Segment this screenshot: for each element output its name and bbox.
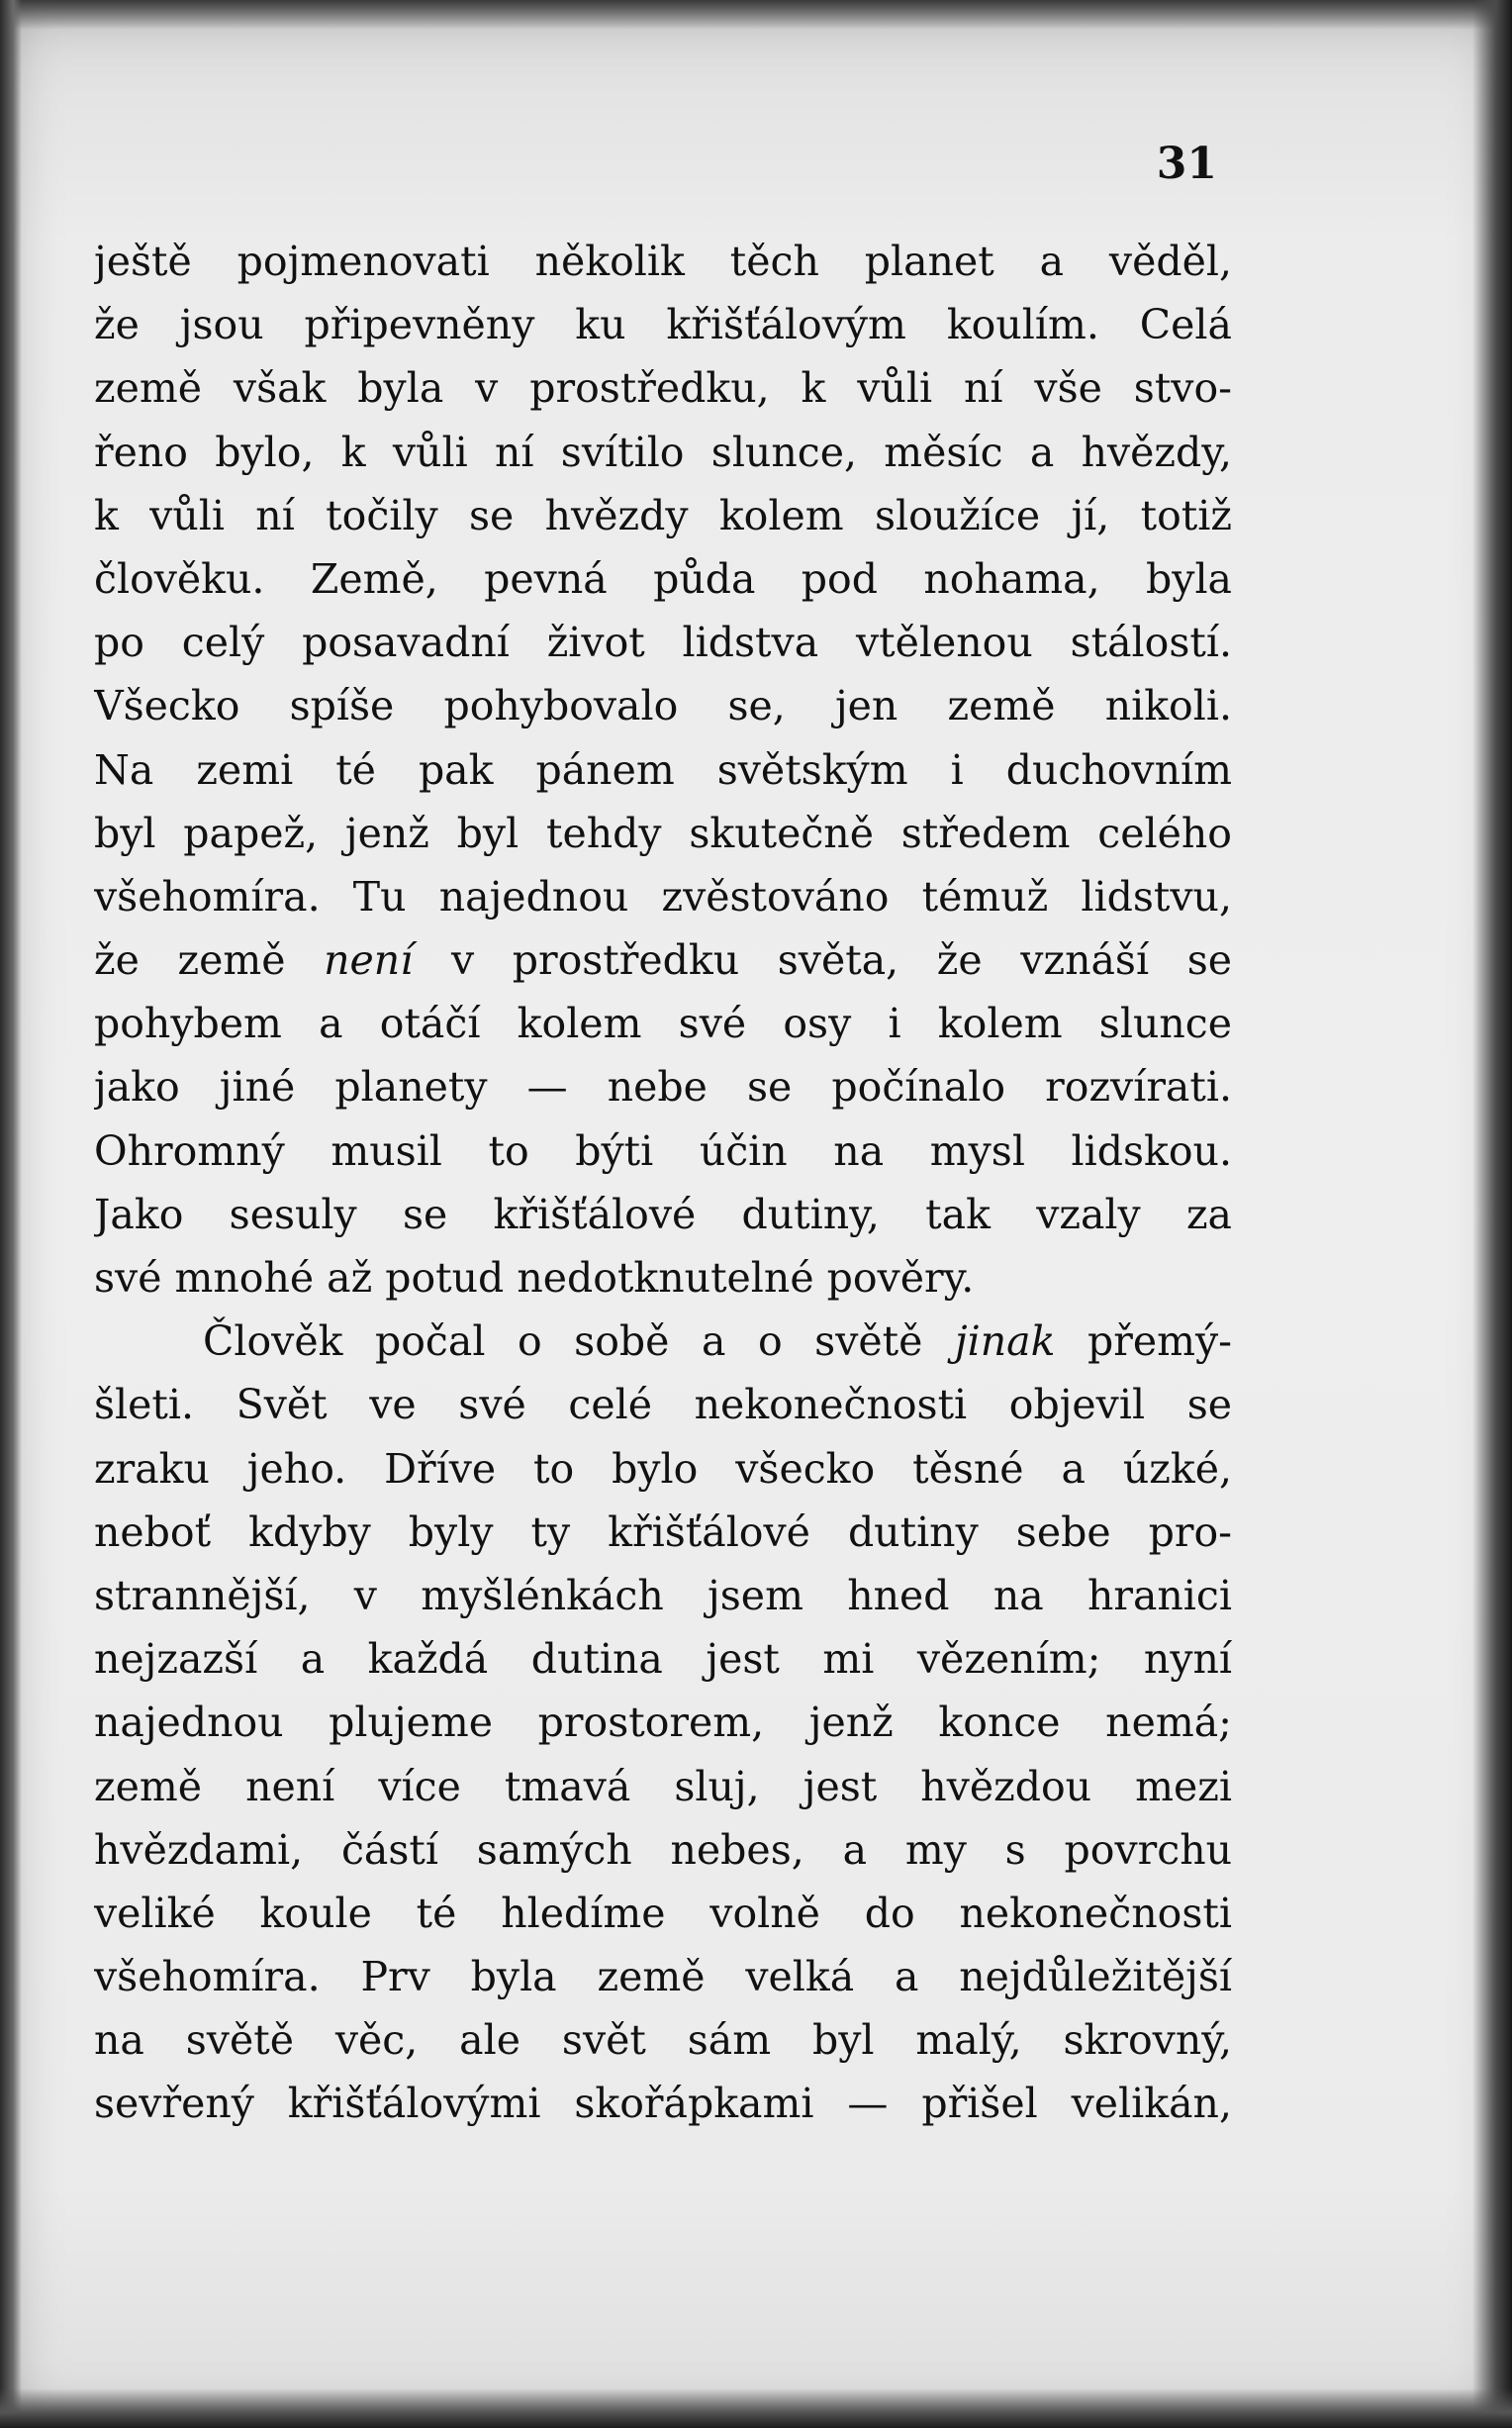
text-segment: v prostředku světa, že vznáší se [413,936,1232,985]
text-line: jako jiné planety — nebe se počínalo rozvírati. [94,1063,1232,1112]
scan-edge-right [1472,0,1512,2428]
scan-edge-bottom [0,2388,1512,2428]
text-line: po celý posavadní život lidstva vtělenou stálostí. [94,619,1232,667]
scan-edge-top [0,0,1512,30]
scan-edge-left [0,0,22,2428]
text-line [94,928,1232,992]
text-line: pohybem a otáčí kolem své osy i kolem slunce [94,1000,1232,1048]
text-line [94,1310,1232,1373]
emphasized-word: jinak [954,1317,1056,1366]
text-line: že jsou připevněny ku křišťálovým koulím. Celá [94,301,1232,349]
text-line: na světě věc, ale svět sám byl malý, skrovný, [94,2016,1232,2065]
text-line: Jako sesuly se křišťálové dutiny, tak vzaly za [94,1190,1232,1238]
emphasized-word: není [324,936,414,985]
text-line: své mnohé až potud nedotknutelné pověry. [94,1254,975,1302]
text-line: člověku. Země, pevná půda pod nohama, byla [94,554,1232,603]
text-line: Ohromný musil to býti účin na mysl lidskou. [94,1126,1232,1175]
text-line: neboť kdyby byly ty křišťálové dutiny sebe pro- [94,1507,1232,1556]
text-segment: Člověk počal o sobě a o světě [203,1317,955,1366]
text-line: sevřený křišťálovými skořápkami — přišel velikán, [94,2080,1232,2128]
text-line: byl papež, jenž byl tehdy skutečně středem celého [94,809,1232,857]
body-text [94,230,1232,2136]
text-line: hvězdami, částí samých nebes, a my s povrchu [94,1825,1232,1874]
text-line: ještě pojmenovati několik těch planet a věděl, [94,238,1232,285]
text-line: země však byla v prostředku, k vůli ní vše stvo- [94,364,1232,413]
text-line: Na zemi té pak pánem světským i duchovním [94,745,1232,794]
text-line: všehomíra. Tu najednou zvěstováno témuž lidstvu, [94,872,1232,921]
text-line: zraku jeho. Dříve to bylo všecko těsné a úzké, [94,1444,1232,1493]
text-line: veliké koule té hledíme volně do nekonečnosti [94,1889,1232,1937]
text-line: všehomíra. Prv byla země velká a nejdůležitější [94,1953,1232,2001]
text-segment: přemý- [1055,1317,1232,1366]
text-line: nejzazší a každá dutina jest mi vězením; nyní [94,1635,1232,1684]
text-line: šleti. Svět ve své celé nekonečnosti objevil se [94,1381,1232,1429]
text-line: země není více tmavá sluj, jest hvězdou mezi [94,1762,1232,1810]
text-line: řeno bylo, k vůli ní svítilo slunce, měsíc a hvězdy, [94,428,1232,476]
text-line: strannější, v myšlénkách jsem hned na hranici [94,1571,1232,1619]
text-line: najednou plujeme prostorem, jenž konce nemá; [94,1699,1232,1747]
text-line: Všecko spíše pohybovalo se, jen země nikoli. [94,682,1232,730]
text-line: k vůli ní točily se hvězdy kolem sloužíce jí, totiž [94,491,1232,539]
page-number: 31 [1156,139,1217,189]
text-segment: že země [94,936,325,985]
